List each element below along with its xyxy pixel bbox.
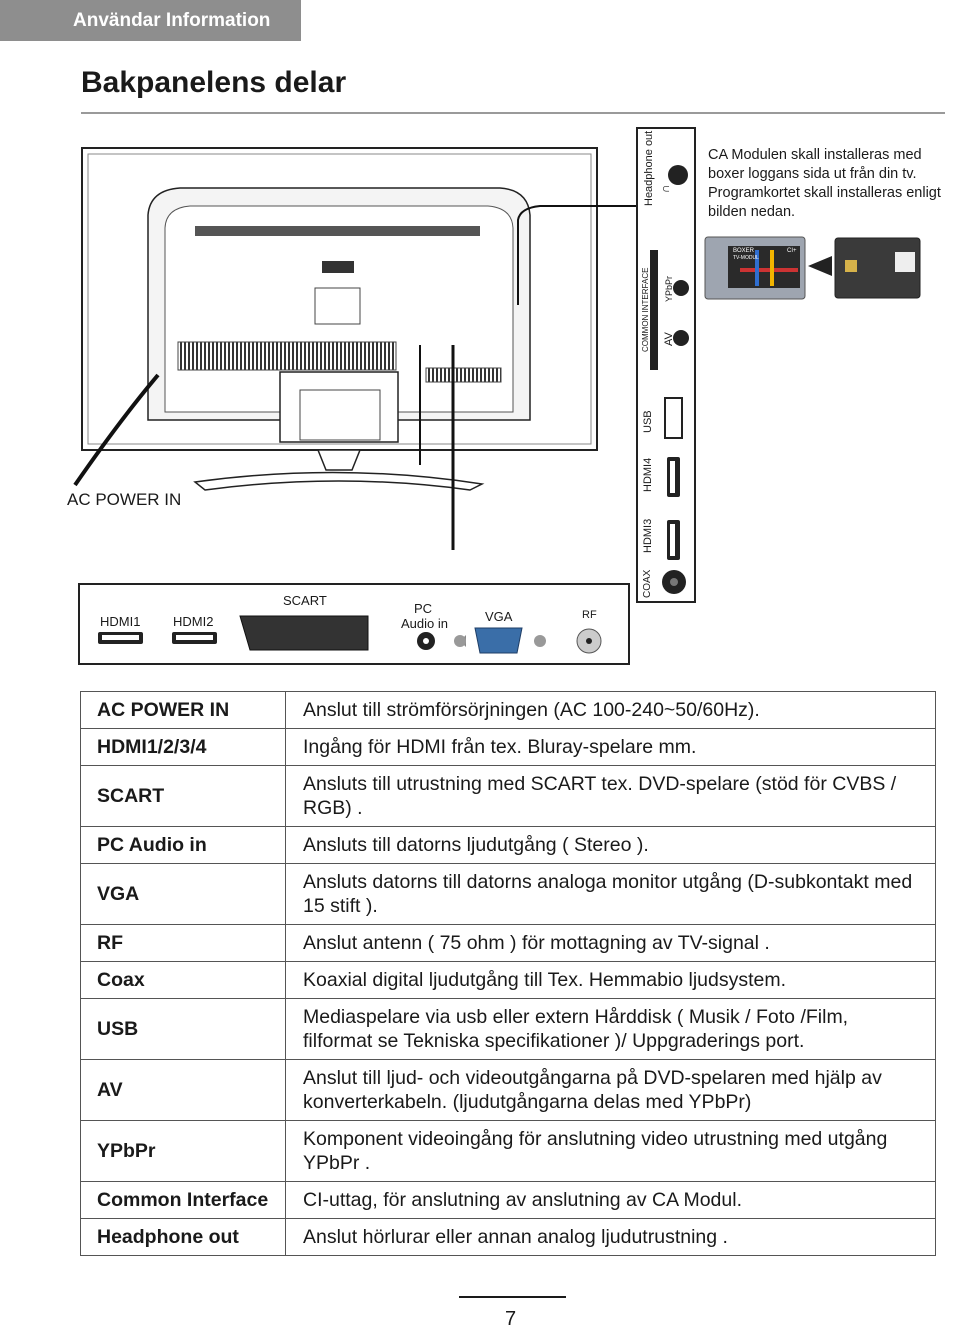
back-panel-diagram: [0, 120, 960, 680]
port-name: USB: [81, 999, 286, 1060]
port-name: Coax: [81, 962, 286, 999]
hdmi3-label: HDMI3: [642, 518, 654, 553]
pc-audio-label-line2: Audio in: [401, 616, 448, 631]
port-description: Anslut till strömförsörjningen (AC 100-240~50/60Hz).: [286, 692, 936, 729]
av-label: AV: [663, 332, 675, 346]
port-name: YPbPr: [81, 1121, 286, 1182]
page-title: Bakpanelens delar: [81, 66, 347, 99]
table-row: [81, 1219, 936, 1256]
ypbpr-label: YPbPr: [664, 275, 674, 302]
ca-module-brand: BOXER: [733, 248, 755, 254]
table-row: [81, 692, 936, 729]
port-description: Koaxial digital ljudutgång till Tex. Hemmabio ljudsystem.: [286, 962, 936, 999]
table-row: [81, 864, 936, 925]
port-description: Ingång för HDMI från tex. Bluray-spelare mm.: [286, 729, 936, 766]
title-divider: [81, 112, 945, 114]
hdmi1-label: HDMI1: [100, 614, 141, 629]
port-description-table: [80, 691, 936, 1256]
hdmi4-label: HDMI4: [642, 457, 654, 492]
port-name: PC Audio in: [81, 827, 286, 864]
table-row: [81, 962, 936, 999]
pc-audio-label-line1: PC: [414, 601, 433, 616]
port-name: AC POWER IN: [81, 692, 286, 729]
table-row: [81, 999, 936, 1060]
ca-module-logo: CI+: [787, 248, 797, 254]
ci-install-note: CA Modulen skall installeras med boxer loggans sida ut från din tv. Programkortet skall installeras enligt bilden nedan.: [708, 147, 941, 220]
table-row: [81, 1182, 936, 1219]
port-name: VGA: [81, 864, 286, 925]
port-description: Anslut till ljud- och videoutgångarna på DVD-spelaren med hjälp av konverterkabeln. (ljudutgångarna delas med YPbPr): [286, 1060, 936, 1121]
section-header-tab: Användar Information: [0, 0, 301, 41]
table-row: [81, 827, 936, 864]
ac-power-label: AC POWER IN: [67, 490, 182, 509]
port-description: Ansluts till datorns ljudutgång ( Stereo ).: [286, 827, 936, 864]
table-row: [81, 1121, 936, 1182]
headphone-out-label: Headphone out: [643, 130, 655, 206]
footer-divider: [459, 1296, 566, 1298]
table-row: [81, 1060, 936, 1121]
hdmi2-label: HDMI2: [173, 614, 214, 629]
port-name: AV: [81, 1060, 286, 1121]
port-description: Ansluts datorns till datorns analoga monitor utgång (D-subkontakt med 15 stift ).: [286, 864, 936, 925]
scart-label: SCART: [283, 593, 327, 608]
port-name: SCART: [81, 766, 286, 827]
port-description: Anslut antenn ( 75 ohm ) för mottagning av TV-signal .: [286, 925, 936, 962]
common-interface-label: COMMON INTERFACE: [641, 267, 650, 352]
page-number: 7: [505, 1308, 517, 1330]
usb-label: USB: [642, 410, 654, 433]
ca-module-sub: TV-MODUL: [733, 255, 759, 261]
port-description: Komponent videoingång för anslutning video utrustning med utgång YPbPr .: [286, 1121, 936, 1182]
headphone-icon: ∩: [658, 184, 672, 193]
port-name: Common Interface: [81, 1182, 286, 1219]
port-description: Ansluts till utrustning med SCART tex. DVD-spelare (stöd för CVBS / RGB) .: [286, 766, 936, 827]
table-row: [81, 729, 936, 766]
port-name: HDMI1/2/3/4: [81, 729, 286, 766]
port-description: Mediaspelare via usb eller extern Hårddisk ( Musik / Foto /Film, filformat se Tekniska specifikationer )/ Uppgraderings port.: [286, 999, 936, 1060]
table-row: [81, 925, 936, 962]
port-description: Anslut hörlurar eller annan analog ljudutrustning .: [286, 1219, 936, 1256]
vga-label: VGA: [485, 609, 513, 624]
table-row: [81, 766, 936, 827]
coax-label: COAX: [642, 569, 653, 598]
port-description: CI-uttag, för anslutning av anslutning av CA Modul.: [286, 1182, 936, 1219]
port-name: RF: [81, 925, 286, 962]
rf-label: RF: [582, 609, 597, 621]
port-name: Headphone out: [81, 1219, 286, 1256]
